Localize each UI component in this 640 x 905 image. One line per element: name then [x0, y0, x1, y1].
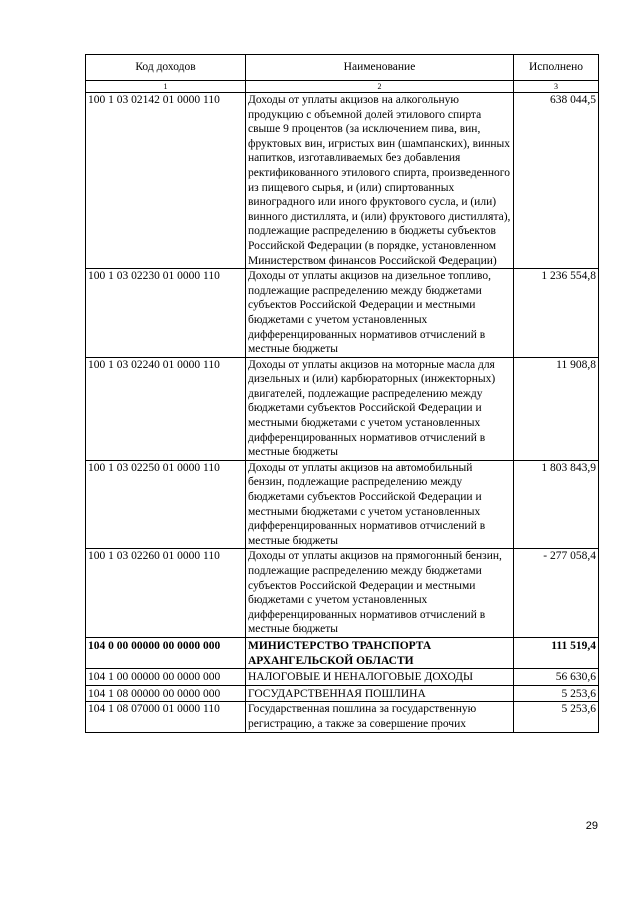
row-code: 104 1 08 00000 00 0000 000: [86, 685, 246, 702]
table-row: [86, 685, 599, 702]
revenue-table: [85, 54, 599, 733]
table-row: [86, 549, 599, 638]
table-row: [86, 702, 599, 732]
row-code: 104 1 08 07000 01 0000 110: [86, 702, 246, 732]
page-number: 29: [585, 820, 598, 832]
row-value: - 277 058,4: [514, 549, 599, 638]
row-value: 11 908,8: [514, 357, 599, 460]
column-number-2: 2: [246, 81, 514, 93]
row-code: 104 0 00 00000 00 0000 000: [86, 637, 246, 668]
row-name: НАЛОГОВЫЕ И НЕНАЛОГОВЫЕ ДОХОДЫ: [246, 669, 514, 686]
row-value: 111 519,4: [514, 637, 599, 668]
row-value: 5 253,6: [514, 702, 599, 732]
header-row: [86, 55, 599, 81]
row-code: 100 1 03 02260 01 0000 110: [86, 549, 246, 638]
table-row: [86, 269, 599, 358]
row-name: ГОСУДАРСТВЕННАЯ ПОШЛИНА: [246, 685, 514, 702]
table-row: [86, 460, 599, 549]
row-value: 5 253,6: [514, 685, 599, 702]
row-value: 1 803 843,9: [514, 460, 599, 549]
table-row: [86, 93, 599, 269]
row-name: Доходы от уплаты акцизов на моторные масла для дизельных и (или) карбюраторных (инжекторных) двигателей, подлежащие распределению между бюджетами субъектов Российской Федерации и местными бюджетами с учетом установленных дифференцированных нормативов отчислений в местные бюджеты: [246, 357, 514, 460]
row-code: 104 1 00 00000 00 0000 000: [86, 669, 246, 686]
column-number-1: 1: [86, 81, 246, 93]
row-value: 638 044,5: [514, 93, 599, 269]
row-code: 100 1 03 02142 01 0000 110: [86, 93, 246, 269]
row-value: 1 236 554,8: [514, 269, 599, 358]
header-code: Код доходов: [86, 55, 246, 81]
row-name: Доходы от уплаты акцизов на прямогонный бензин, подлежащие распределению между бюджетами субъектов Российской Федерации и местными бюджетами с учетом установленных дифференцированных нормативов отчислений в местные бюджеты: [246, 549, 514, 638]
column-number-3: 3: [514, 81, 599, 93]
row-name: Доходы от уплаты акцизов на алкогольную продукцию с объемной долей этилового спирта свыше 9 процентов (за исключением пива, вин, фруктовых вин, игристых вин (шампанских), винных напитков, изготавливаемых без добавления ректификованного этилового спирта, произведенного из пищевого сырья, и (или) спиртованных виноградного или иного фруктового сусла, и (или) винного дистиллята, и (или) фруктового дистиллята), подлежащие распределению в бюджеты субъектов Российской Федерации (в порядке, установленном Министерством финансов Российской Федерации): [246, 93, 514, 269]
table-row: [86, 669, 599, 686]
row-name: Доходы от уплаты акцизов на автомобильный бензин, подлежащие распределению между бюджетами субъектов Российской Федерации и местными бюджетами с учетом установленных дифференцированных нормативов отчислений в местные бюджеты: [246, 460, 514, 549]
row-code: 100 1 03 02250 01 0000 110: [86, 460, 246, 549]
row-code: 100 1 03 02240 01 0000 110: [86, 357, 246, 460]
row-code: 100 1 03 02230 01 0000 110: [86, 269, 246, 358]
table-row: [86, 357, 599, 460]
header-executed: Исполнено: [514, 55, 599, 81]
row-name: Государственная пошлина за государственную регистрацию, а также за совершение прочих: [246, 702, 514, 732]
row-value: 56 630,6: [514, 669, 599, 686]
table-row-ministry: [86, 637, 599, 668]
header-name: Наименование: [246, 55, 514, 81]
row-name: Доходы от уплаты акцизов на дизельное топливо, подлежащие распределению между бюджетами субъектов Российской Федерации и местными бюджетами с учетом установленных дифференцированных нормативов отчислений в местные бюджеты: [246, 269, 514, 358]
row-name: МИНИСТЕРСТВО ТРАНСПОРТА АРХАНГЕЛЬСКОЙ ОБЛАСТИ: [246, 637, 514, 668]
column-number-row: [86, 81, 599, 93]
